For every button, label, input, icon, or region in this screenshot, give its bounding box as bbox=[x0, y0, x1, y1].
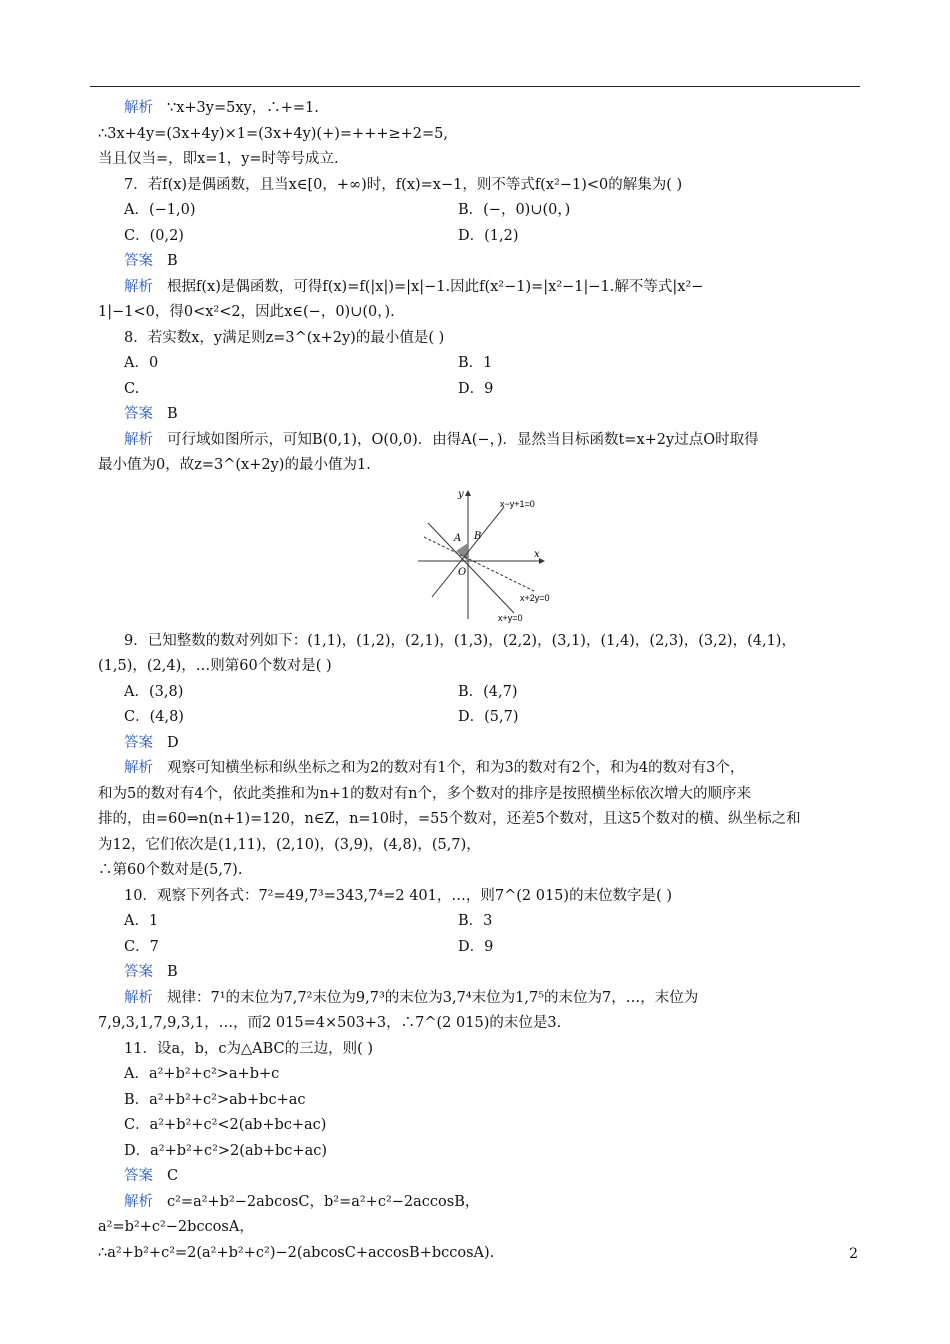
text-line: ∴3x+4y=(3x+4y)×1=(3x+4y)(+)=+++≥+2=5, bbox=[98, 125, 449, 142]
analysis-line: 解析 根据f(x)是偶函数，可得f(x)=f(|x|)=|x|−1.因此f(x²−1)=|x²−1|−1.解不等式|x²− bbox=[124, 278, 704, 295]
question-8: 8．若实数x，y满足则z=3^(x+2y)的最小值是( ) bbox=[124, 329, 445, 346]
text-line: 解析 ∵x+3y=5xy，∴+=1. bbox=[124, 100, 319, 116]
analysis-line: 解析 观察可知横坐标和纵坐标之和为2的数对有1个，和为3的数对有2个，和为4的数对有3个， bbox=[124, 760, 745, 776]
options-row: C．(4,8) D．(5,7) bbox=[124, 709, 519, 725]
option-line: A．a²+b²+c²>a+b+c bbox=[124, 1066, 280, 1082]
options-row: C．(0,2) D．(1,2) bbox=[124, 227, 519, 244]
line1-label: x−y+1=0 bbox=[500, 498, 535, 509]
region-diagram bbox=[416, 485, 576, 625]
option-line: D．a²+b²+c²>2(ab+bc+ac) bbox=[124, 1142, 327, 1159]
feasible-region-figure bbox=[98, 479, 863, 629]
analysis-line: 解析 可行域如图所示，可知B(0,1)，O(0,0)．由得A(−，)．显然当目标函数t=x+2y过点O时取得 bbox=[124, 431, 759, 448]
text-line: 当且仅当=，即x=1，y=时等号成立. bbox=[98, 151, 339, 167]
question-10: 10．观察下列各式：7²=49,7³=343,7⁴=2 401，…，则7^(2 015)的末位数字是( ) bbox=[124, 887, 672, 904]
text-line: 最小值为0，故z=3^(x+2y)的最小值为1. bbox=[98, 457, 371, 473]
text-line: 和为5的数对有4个，依此类推和为n+1的数对有n个，多个数对的排序是按照横坐标依次增大的顺序来 bbox=[98, 785, 751, 802]
options-row: A．1 B．3 bbox=[124, 913, 493, 929]
document-body bbox=[98, 96, 863, 1266]
options-row: A．(−1,0) B．(−，0)∪(0，) bbox=[124, 202, 571, 218]
option-line: B．a²+b²+c²>ab+bc+ac bbox=[124, 1091, 306, 1108]
text-line: 7,9,3,1,7,9,3,1，…，而2 015=4×503+3，∴7^(2 015)的末位是3. bbox=[98, 1015, 562, 1031]
x-label: x bbox=[534, 548, 540, 560]
line-x-plus-y bbox=[428, 523, 514, 613]
text-line: (1,5)，(2,4)，…则第60个数对是( ) bbox=[98, 658, 332, 674]
answer-line: 答案 C bbox=[124, 1168, 179, 1184]
text-line: ∴a²+b²+c²=2(a²+b²+c²)−2(abcosC+accosB+bccosA). bbox=[98, 1244, 495, 1261]
point-b-label: B bbox=[474, 530, 482, 542]
options-row: A．0 B．1 bbox=[124, 355, 493, 371]
text-line: 排的，由=60⇒n(n+1)=120，n∈Z，n=10时，=55个数对，还差5个数对，且这5个数对的横、纵坐标之和 bbox=[98, 811, 801, 827]
options-row: A．(3,8) B．(4,7) bbox=[124, 683, 518, 700]
line-x-2y bbox=[424, 537, 534, 591]
analysis-line: 解析 c²=a²+b²−2abcosC，b²=a²+c²−2accosB， bbox=[124, 1193, 480, 1210]
page-number: 2 bbox=[849, 1246, 858, 1262]
answer-line: 答案 B bbox=[124, 406, 178, 422]
question-11: 11．设a，b，c为△ABC的三边，则( ) bbox=[124, 1040, 374, 1057]
header-rule bbox=[90, 86, 860, 87]
text-line: 为12，它们依次是(1,11)，(2,10)，(3,9)，(4,8)，(5,7)， bbox=[98, 836, 481, 853]
option-line: C．a²+b²+c²<2(ab+bc+ac) bbox=[124, 1117, 327, 1133]
line3-label: x+y=0 bbox=[498, 612, 523, 623]
options-row: C．7 D．9 bbox=[124, 938, 494, 955]
question-7: 7．若f(x)是偶函数，且当x∈[0，+∞)时，f(x)=x−1，则不等式f(x²−1)<0的解集为( ) bbox=[124, 176, 683, 193]
y-label: y bbox=[458, 488, 464, 500]
text-line: a²=b²+c²−2bccosA， bbox=[98, 1219, 254, 1235]
text-line: ∴第60个数对是(5,7). bbox=[98, 862, 243, 878]
options-row: C. D．9 bbox=[124, 380, 494, 397]
answer-line: 答案 B bbox=[124, 964, 178, 980]
answer-line: 答案 B bbox=[124, 253, 178, 269]
question-9: 9．已知整数的数对列如下：(1,1)，(1,2)，(2,1)，(1,3)，(2,2)，(3,1)，(1,4)，(2,3)，(3,2)，(4,1)， bbox=[124, 632, 796, 649]
point-a-label: A bbox=[454, 532, 462, 544]
origin-label: O bbox=[458, 566, 467, 578]
answer-line: 答案 D bbox=[124, 734, 179, 751]
analysis-line: 解析 规律：7¹的末位为7,7²末位为9,7³的末位为3,7⁴末位为1,7⁵的末位为7，…，末位为 bbox=[124, 989, 699, 1006]
text-line: 1|−1<0，得0<x²<2，因此x∈(−，0)∪(0，). bbox=[98, 304, 395, 320]
line2-label: x+2y=0 bbox=[520, 592, 550, 603]
